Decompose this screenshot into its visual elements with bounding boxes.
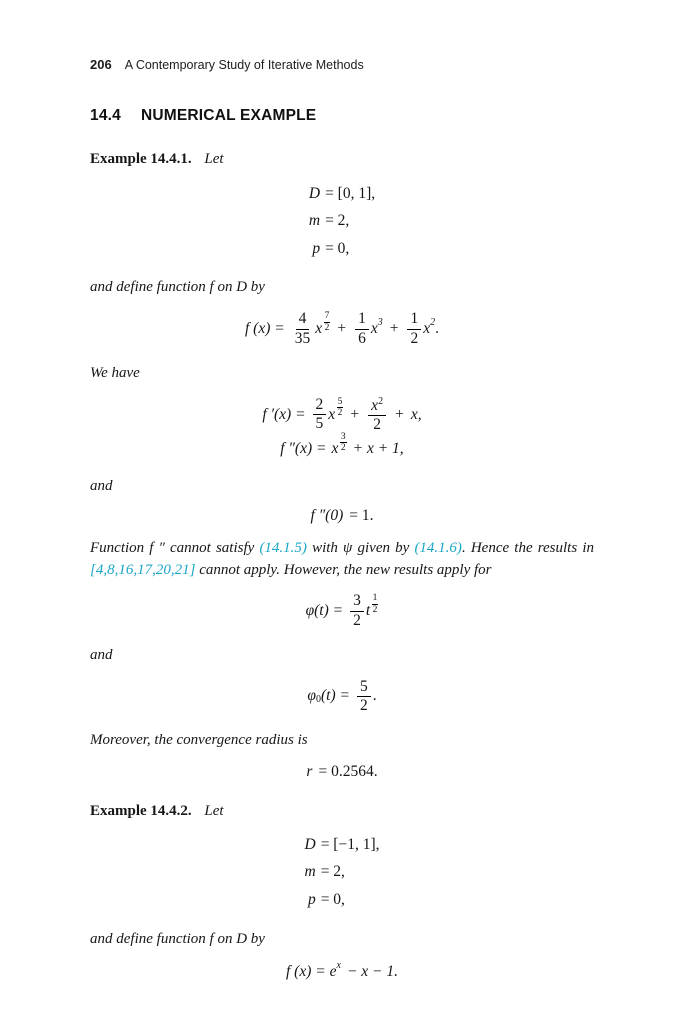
equation-rhs: = 1. xyxy=(349,507,374,525)
equation-D xyxy=(304,831,379,858)
value: = 0, xyxy=(325,239,350,257)
section-heading xyxy=(90,105,594,127)
equation-f-of-x xyxy=(90,310,594,348)
and-text-1: and xyxy=(90,477,113,494)
denominator: 2 xyxy=(410,329,419,347)
exponent: 3 xyxy=(377,316,383,328)
fraction xyxy=(355,310,369,348)
running-title: A Contemporary Study of Iterative Methods xyxy=(124,58,364,72)
numerator: 2 xyxy=(313,396,327,415)
value: = [0, 1], xyxy=(325,184,376,202)
example-1-label: Example 14.4.1. xyxy=(90,151,192,168)
exponent-numerator: 5 xyxy=(337,396,343,407)
exponent: 2 xyxy=(378,395,384,407)
citation-link-14-1-5[interactable]: (14.1.5) xyxy=(259,539,307,556)
example-2-lead: Let xyxy=(204,802,224,819)
exponent-denominator: 2 xyxy=(340,442,346,453)
fraction xyxy=(407,310,421,348)
equation-lhs-tail: (t) = xyxy=(320,687,350,705)
equation-radius xyxy=(90,761,594,783)
denominator: 35 xyxy=(294,329,311,347)
denominator: 2 xyxy=(353,611,361,629)
fraction xyxy=(313,396,327,434)
example-2-definition-system xyxy=(304,831,379,913)
variable-x: x xyxy=(331,440,339,458)
equation-lhs: f (x) = xyxy=(244,319,285,337)
fraction xyxy=(357,678,371,716)
variable: m xyxy=(308,212,321,230)
equation-rhs: = 0.2564. xyxy=(318,763,378,781)
exponent-fraction xyxy=(372,593,379,615)
paragraph-text: with ψ given by xyxy=(306,539,415,556)
variable-x: x, xyxy=(410,405,422,423)
phi-symbol: φ xyxy=(307,687,316,705)
variable-x: x xyxy=(315,319,323,337)
exponent: 2 xyxy=(430,316,436,328)
numerator: 1 xyxy=(355,310,369,329)
variable-t: t xyxy=(365,601,371,619)
example-2-label: Example 14.4.2. xyxy=(90,802,192,819)
equation-f-double-prime xyxy=(90,431,594,460)
numerator: 4 xyxy=(296,310,310,329)
fraction xyxy=(350,592,364,630)
section-title: NUMERICAL EXAMPLE xyxy=(140,106,317,124)
variable-x: x xyxy=(370,319,378,337)
equation-phi xyxy=(90,592,594,630)
variable: p xyxy=(307,890,316,908)
numerator xyxy=(368,396,386,416)
denominator: 2 xyxy=(359,697,368,715)
variable-x: x xyxy=(423,319,431,337)
denominator: 5 xyxy=(315,415,324,433)
variable: D xyxy=(304,835,316,853)
variable: D xyxy=(308,184,321,202)
value: = [−1, 1], xyxy=(320,835,380,853)
period: . xyxy=(435,319,439,337)
fraction xyxy=(292,310,314,348)
equation-f-prime xyxy=(90,396,594,435)
and-text-2: and xyxy=(90,647,113,663)
period: . xyxy=(372,687,377,705)
plus-operator: + xyxy=(350,405,360,423)
subscript-zero: 0 xyxy=(315,694,321,706)
example-2-heading xyxy=(90,801,594,823)
citation-link-references[interactable]: [4,8,16,17,20,21] xyxy=(90,561,196,578)
we-have-text: We have xyxy=(90,364,140,381)
exponent-numerator: 3 xyxy=(340,431,346,442)
example-1-definition-system xyxy=(309,180,375,262)
value: = 2, xyxy=(325,212,350,230)
value: = 0, xyxy=(320,890,345,908)
equation-p xyxy=(309,235,375,262)
equation-lhs: f (x) = e xyxy=(286,963,337,981)
exponent-x: x xyxy=(336,960,341,972)
numerator: 5 xyxy=(357,678,371,697)
define-function-text-2: and define function f on D by xyxy=(90,930,265,947)
denominator: 2 xyxy=(373,415,381,433)
example-1-heading xyxy=(90,149,594,171)
equation-p xyxy=(304,886,379,913)
exponent-denominator: 2 xyxy=(337,408,343,419)
variable-x: x xyxy=(328,405,336,423)
example-1-lead: Let xyxy=(204,151,224,168)
exponent-numerator: 1 xyxy=(372,593,378,604)
equation-lhs: f ″(0) xyxy=(310,507,344,525)
variable-x: x xyxy=(371,396,379,414)
equation-D xyxy=(309,180,375,207)
value: = 2, xyxy=(320,863,345,881)
exponent-fraction xyxy=(324,311,331,333)
equation-lhs: φ(t) = xyxy=(305,601,344,619)
numerator: 1 xyxy=(407,310,421,329)
paragraph-text: cannot apply. However, the new results apply for xyxy=(195,561,492,578)
variable: m xyxy=(304,863,316,881)
exponent-fraction xyxy=(340,432,347,454)
plus-operator: + xyxy=(389,319,399,337)
equation-tail: + x + 1, xyxy=(352,440,404,458)
exponent-fraction xyxy=(337,397,344,419)
exponent-numerator: 7 xyxy=(324,311,330,322)
page-header xyxy=(90,56,594,75)
define-function-text-1: and define function f on D by xyxy=(90,279,265,296)
exponent-denominator: 2 xyxy=(372,604,378,615)
plus-operator: + xyxy=(337,319,347,337)
citation-link-14-1-6[interactable]: (14.1.6) xyxy=(414,539,462,556)
page-number: 206 xyxy=(90,57,112,72)
moreover-text: Moreover, the convergence radius is xyxy=(90,732,308,749)
exponent-denominator: 2 xyxy=(324,322,330,333)
variable: p xyxy=(312,239,321,257)
variable-r: r xyxy=(306,763,313,781)
discussion-paragraph xyxy=(90,538,594,582)
paragraph-text: . Hence the results in xyxy=(461,539,594,556)
fraction xyxy=(368,396,386,435)
denominator: 6 xyxy=(358,329,366,347)
equation-m xyxy=(304,859,379,886)
plus-operator: + xyxy=(395,405,404,423)
equation-m xyxy=(309,208,375,235)
equation-f-double-prime-zero xyxy=(90,505,594,527)
numerator: 3 xyxy=(350,592,364,611)
equation-phi-zero xyxy=(90,678,594,716)
equation-f-of-x-example-2 xyxy=(90,961,594,983)
paragraph-text: Function f ″ cannot satisfy xyxy=(90,539,260,556)
section-number: 14.4 xyxy=(90,106,121,124)
equation-lhs: f ′(x) = xyxy=(262,405,306,423)
equation-lhs: f ″(x) = xyxy=(280,440,327,458)
equation-tail: − x − 1. xyxy=(346,963,398,981)
